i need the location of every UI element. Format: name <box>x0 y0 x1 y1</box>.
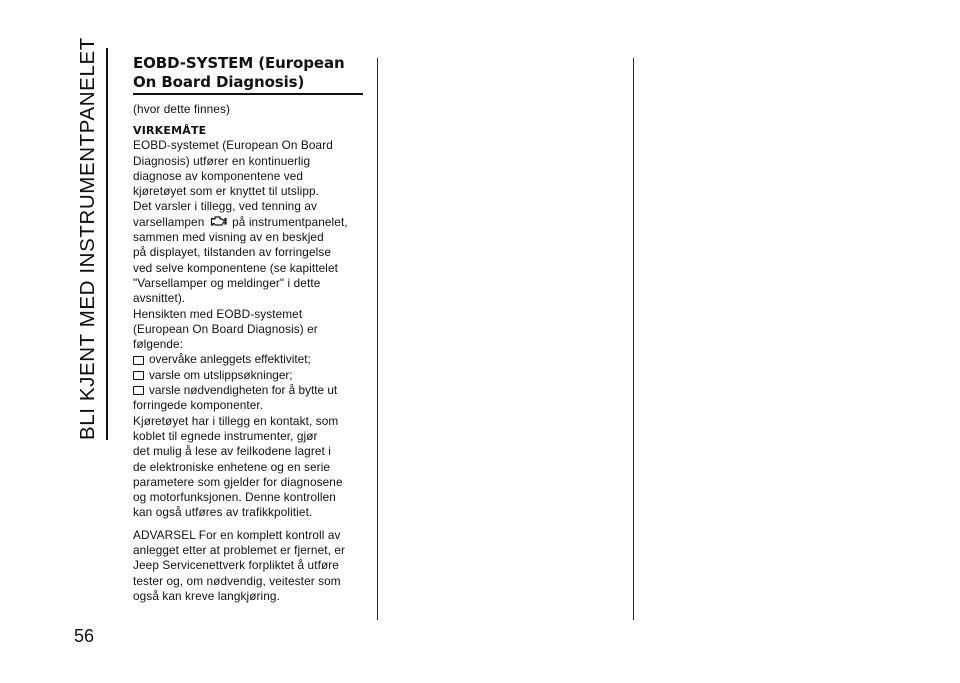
p3-line: og motorfunksjonen. Denne kontrollen <box>133 490 336 505</box>
square-bullet-icon <box>133 386 144 395</box>
p1-line: ved selve komponentene (se kapittelet <box>133 260 339 275</box>
p3-line: koblet til egnede instrumenter, gjør <box>133 428 318 443</box>
paragraph-2 <box>133 307 371 353</box>
text-column <box>133 54 371 604</box>
warning-line: ADVARSEL For en komplett kontroll av <box>133 527 341 542</box>
list-item-text: overvåke anleggets effektivitet; <box>149 352 311 367</box>
p3-line: de elektroniske enhetene og en serie <box>133 459 331 474</box>
page-number: 56 <box>74 626 95 646</box>
p2-line: Hensikten med EOBD-systemet <box>133 306 303 321</box>
p1-line: Det varsler i tillegg, ved tenning av <box>133 199 318 214</box>
section-title-line-2: On Board Diagnosis) <box>133 73 305 91</box>
p1-icon-before-text: varsellampen <box>133 214 205 229</box>
square-bullet-icon <box>133 356 144 365</box>
p1-line: diagnose av komponentene ved <box>133 168 304 183</box>
p3-line: kan også utføres av trafikkpolitiet. <box>133 505 313 520</box>
list-item-text: varsle om utslippsøkninger; <box>149 367 293 382</box>
p3-line: Kjøretøyet har i tillegg en kontakt, som <box>133 413 339 428</box>
bullet-list <box>133 352 371 413</box>
chapter-side-title: BLI KJENT MED INSTRUMENTPANELET <box>76 37 99 440</box>
p2-line: følgende: <box>133 337 184 352</box>
p1-line: avsnittet). <box>133 291 186 306</box>
list-item-text: varsle nødvendigheten for å bytte ut <box>149 383 338 398</box>
p1-line: sammen med visning av en beskjed <box>133 230 324 245</box>
p1-line: EOBD-systemet (European On Board <box>133 138 333 153</box>
section-heading: VIRKEMÅTE <box>133 124 207 138</box>
square-bullet-icon <box>133 371 144 380</box>
column-divider-1 <box>377 58 378 620</box>
warning-paragraph <box>133 528 371 604</box>
p2-line: (European On Board Diagnosis) er <box>133 321 318 336</box>
p1-line: på displayet, tilstanden av forringelse <box>133 245 332 260</box>
warning-line: tester og, om nødvendig, veitester som <box>133 573 341 588</box>
p3-line: parametere som gjelder for diagnosene <box>133 474 343 489</box>
p3-line: det mulig å lese av feilkodene lagret i <box>133 444 332 459</box>
p1-line: kjøretøyet som er knyttet til utslipp. <box>133 184 320 199</box>
section-title <box>133 54 363 95</box>
column-divider-2 <box>633 58 634 620</box>
paragraph-3 <box>133 414 371 521</box>
p1-icon-after-text: på instrumentpanelet, <box>232 214 348 229</box>
p1-icon-line <box>133 215 371 230</box>
section-title-line-1: EOBD-SYSTEM (European <box>133 54 345 72</box>
p1-line: "Varsellamper og meldinger" i dette <box>133 275 321 290</box>
list-item <box>133 383 371 398</box>
warning-line: anlegget etter at problemet er fjernet, er <box>133 543 346 558</box>
chapter-side-rule <box>106 48 108 440</box>
paragraph-1 <box>133 138 371 306</box>
list-item <box>133 368 371 383</box>
p1-line: Diagnosis) utfører en kontinuerlig <box>133 153 311 168</box>
list-item <box>133 352 371 367</box>
warning-line: også kan kreve langkjøring. <box>133 588 280 603</box>
warning-line: Jeep Servicenettverk forpliktet å utføre <box>133 558 339 573</box>
list-item-continuation: forringede komponenter. <box>133 398 264 413</box>
check-engine-icon <box>210 215 227 227</box>
section-subtitle: (hvor dette finnes) <box>133 102 230 116</box>
